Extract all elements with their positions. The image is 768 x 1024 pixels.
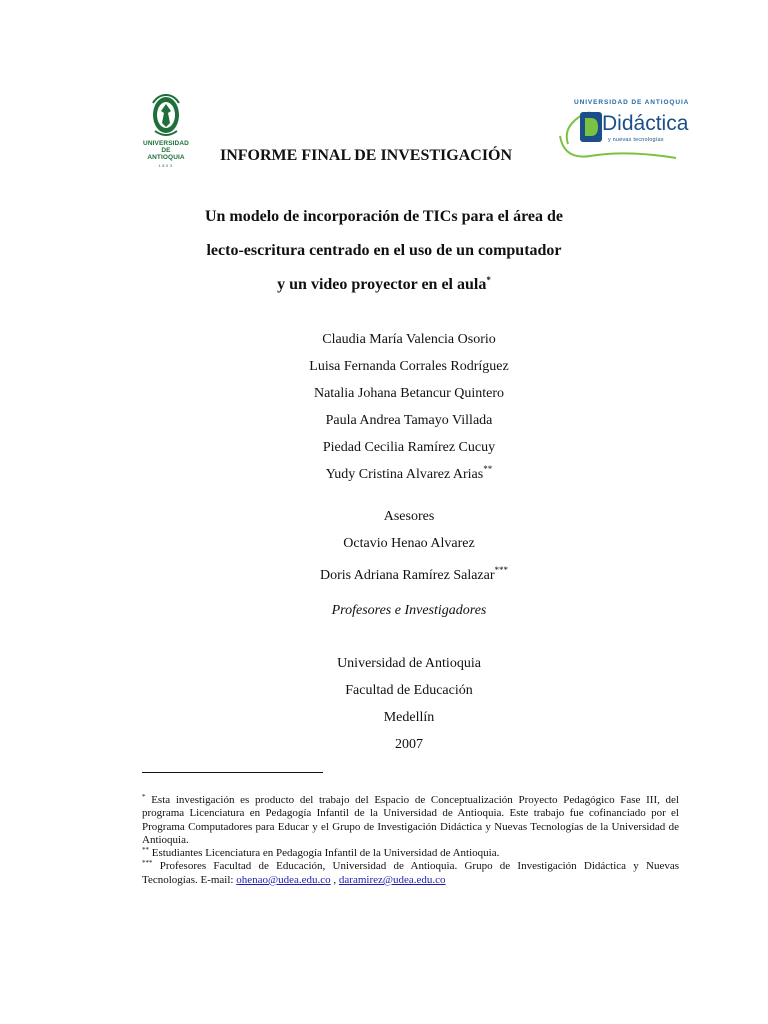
udea-logo-name: UNIVERSIDAD DE ANTIOQUIA (143, 140, 189, 161)
author-3: Natalia Johana Betancur Quintero (313, 386, 505, 401)
institution-city: Medellín (383, 710, 435, 725)
footnote-1: * Esta investigación es producto del trabajo del Espacio de Conceptualización Proyecto Pedagógico Fase III, del programa Licenciatura en Pedagogía Infantil de la Universidad de Antioquia. Este trabajo fue cofinanciado por el Programa Computadores para Educar y el Grupo de Investigación Didáctica y Nuevas Tecnologías de la Universidad de Antioquia. (142, 793, 679, 846)
footnotes (142, 794, 679, 887)
advisor-2-footnote-mark: *** (494, 565, 509, 575)
author-1: Claudia María Valencia Osorio (322, 332, 496, 347)
crest-icon (149, 93, 183, 139)
author-4: Paula Andrea Tamayo Villada (325, 413, 493, 428)
advisors-heading: Asesores (383, 509, 435, 524)
didactica-logo-university: UNIVERSIDAD DE ANTIOQUIA (574, 99, 690, 106)
didactica-logo-word: Didáctica (602, 112, 689, 135)
author-5: Piedad Cecilia Ramírez Cucuy (322, 440, 496, 455)
footnote-2: ** Estudiantes Licenciatura en Pedagogía Infantil de la Universidad de Antioquia. (142, 846, 500, 860)
report-title: INFORME FINAL DE INVESTIGACIÓN (220, 147, 513, 164)
institution-university: Universidad de Antioquia (337, 656, 481, 671)
author-6-footnote-mark: ** (483, 464, 493, 474)
email-link-ohenao[interactable]: ohenao@udea.edu.co (236, 873, 331, 886)
title-line-3: y un video proyector en el aula* (277, 275, 491, 293)
author-2: Luisa Fernanda Corrales Rodríguez (309, 359, 509, 374)
advisor-2: Doris Adriana Ramírez Salazar*** (319, 565, 509, 583)
didactica-logo-subtitle: y nuevas tecnologías (608, 137, 664, 143)
universidad-de-antioquia-logo (142, 93, 190, 177)
footnote-3: *** Profesores Facultad de Educación, Universidad de Antioquia. Grupo de Investigación Didáctica y Nuevas Tecnologías. E-mail: ohenao@udea.edu.co , daramirez@udea.edu.co (142, 859, 679, 886)
udea-logo-year: 1803 (158, 163, 174, 168)
title-footnote-mark: * (486, 275, 491, 285)
footnote-divider (142, 772, 323, 773)
institution-year: 2007 (395, 737, 423, 752)
email-link-daramirez[interactable]: daramirez@udea.edu.co (338, 873, 446, 886)
advisors-role: Profesores e Investigadores (331, 603, 487, 618)
title-line-2: lecto-escritura centrado en el uso de un computador (206, 242, 562, 259)
author-6: Yudy Cristina Alvarez Arias** (325, 464, 493, 482)
title-line-1: Un modelo de incorporación de TICs para el área de (204, 208, 564, 225)
advisor-1: Octavio Henao Alvarez (343, 536, 475, 551)
didactica-logo (558, 96, 690, 168)
institution-faculty: Facultad de Educación (345, 683, 473, 698)
